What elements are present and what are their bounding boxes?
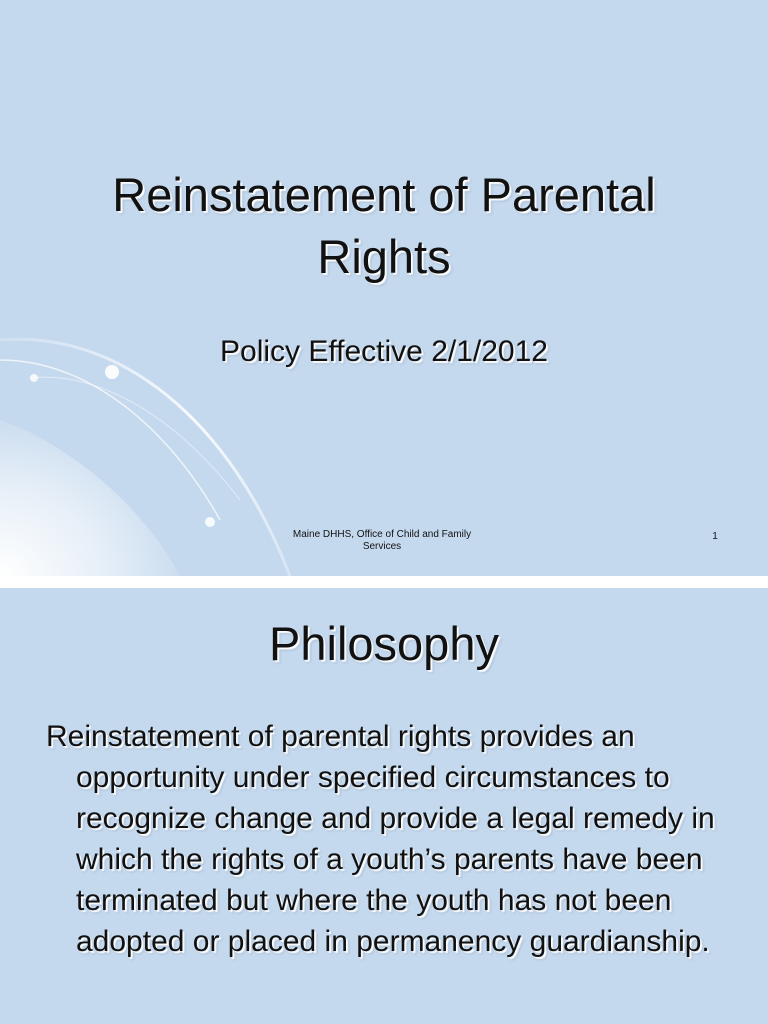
title-line-1: Reinstatement of Parental [112, 168, 656, 221]
sparkle-dot [30, 374, 38, 382]
slide-subtitle: Policy Effective 2/1/2012 [220, 335, 548, 368]
footer-line-2: Services [362, 541, 402, 552]
slide-separator [0, 576, 768, 588]
slide-body-text: Reinstatement of parental rights provides an opportunity under specified circumstances to recognize change and provide a legal remedy in which the rights of a youth’s parents have been terminated but where the youth has not been adopted or placed in permanency guardianship. [46, 720, 715, 958]
slide-2 [0, 588, 768, 1024]
slide-title [40, 164, 728, 288]
sparkle-dot [205, 517, 215, 527]
title-line-2: Rights [317, 230, 451, 283]
slide-heading: Philosophy [269, 617, 499, 670]
slide-footer [262, 529, 502, 553]
page-number: 1 [712, 531, 718, 542]
footer-line-1: Maine DHHS, Office of Child and Family [292, 529, 472, 540]
